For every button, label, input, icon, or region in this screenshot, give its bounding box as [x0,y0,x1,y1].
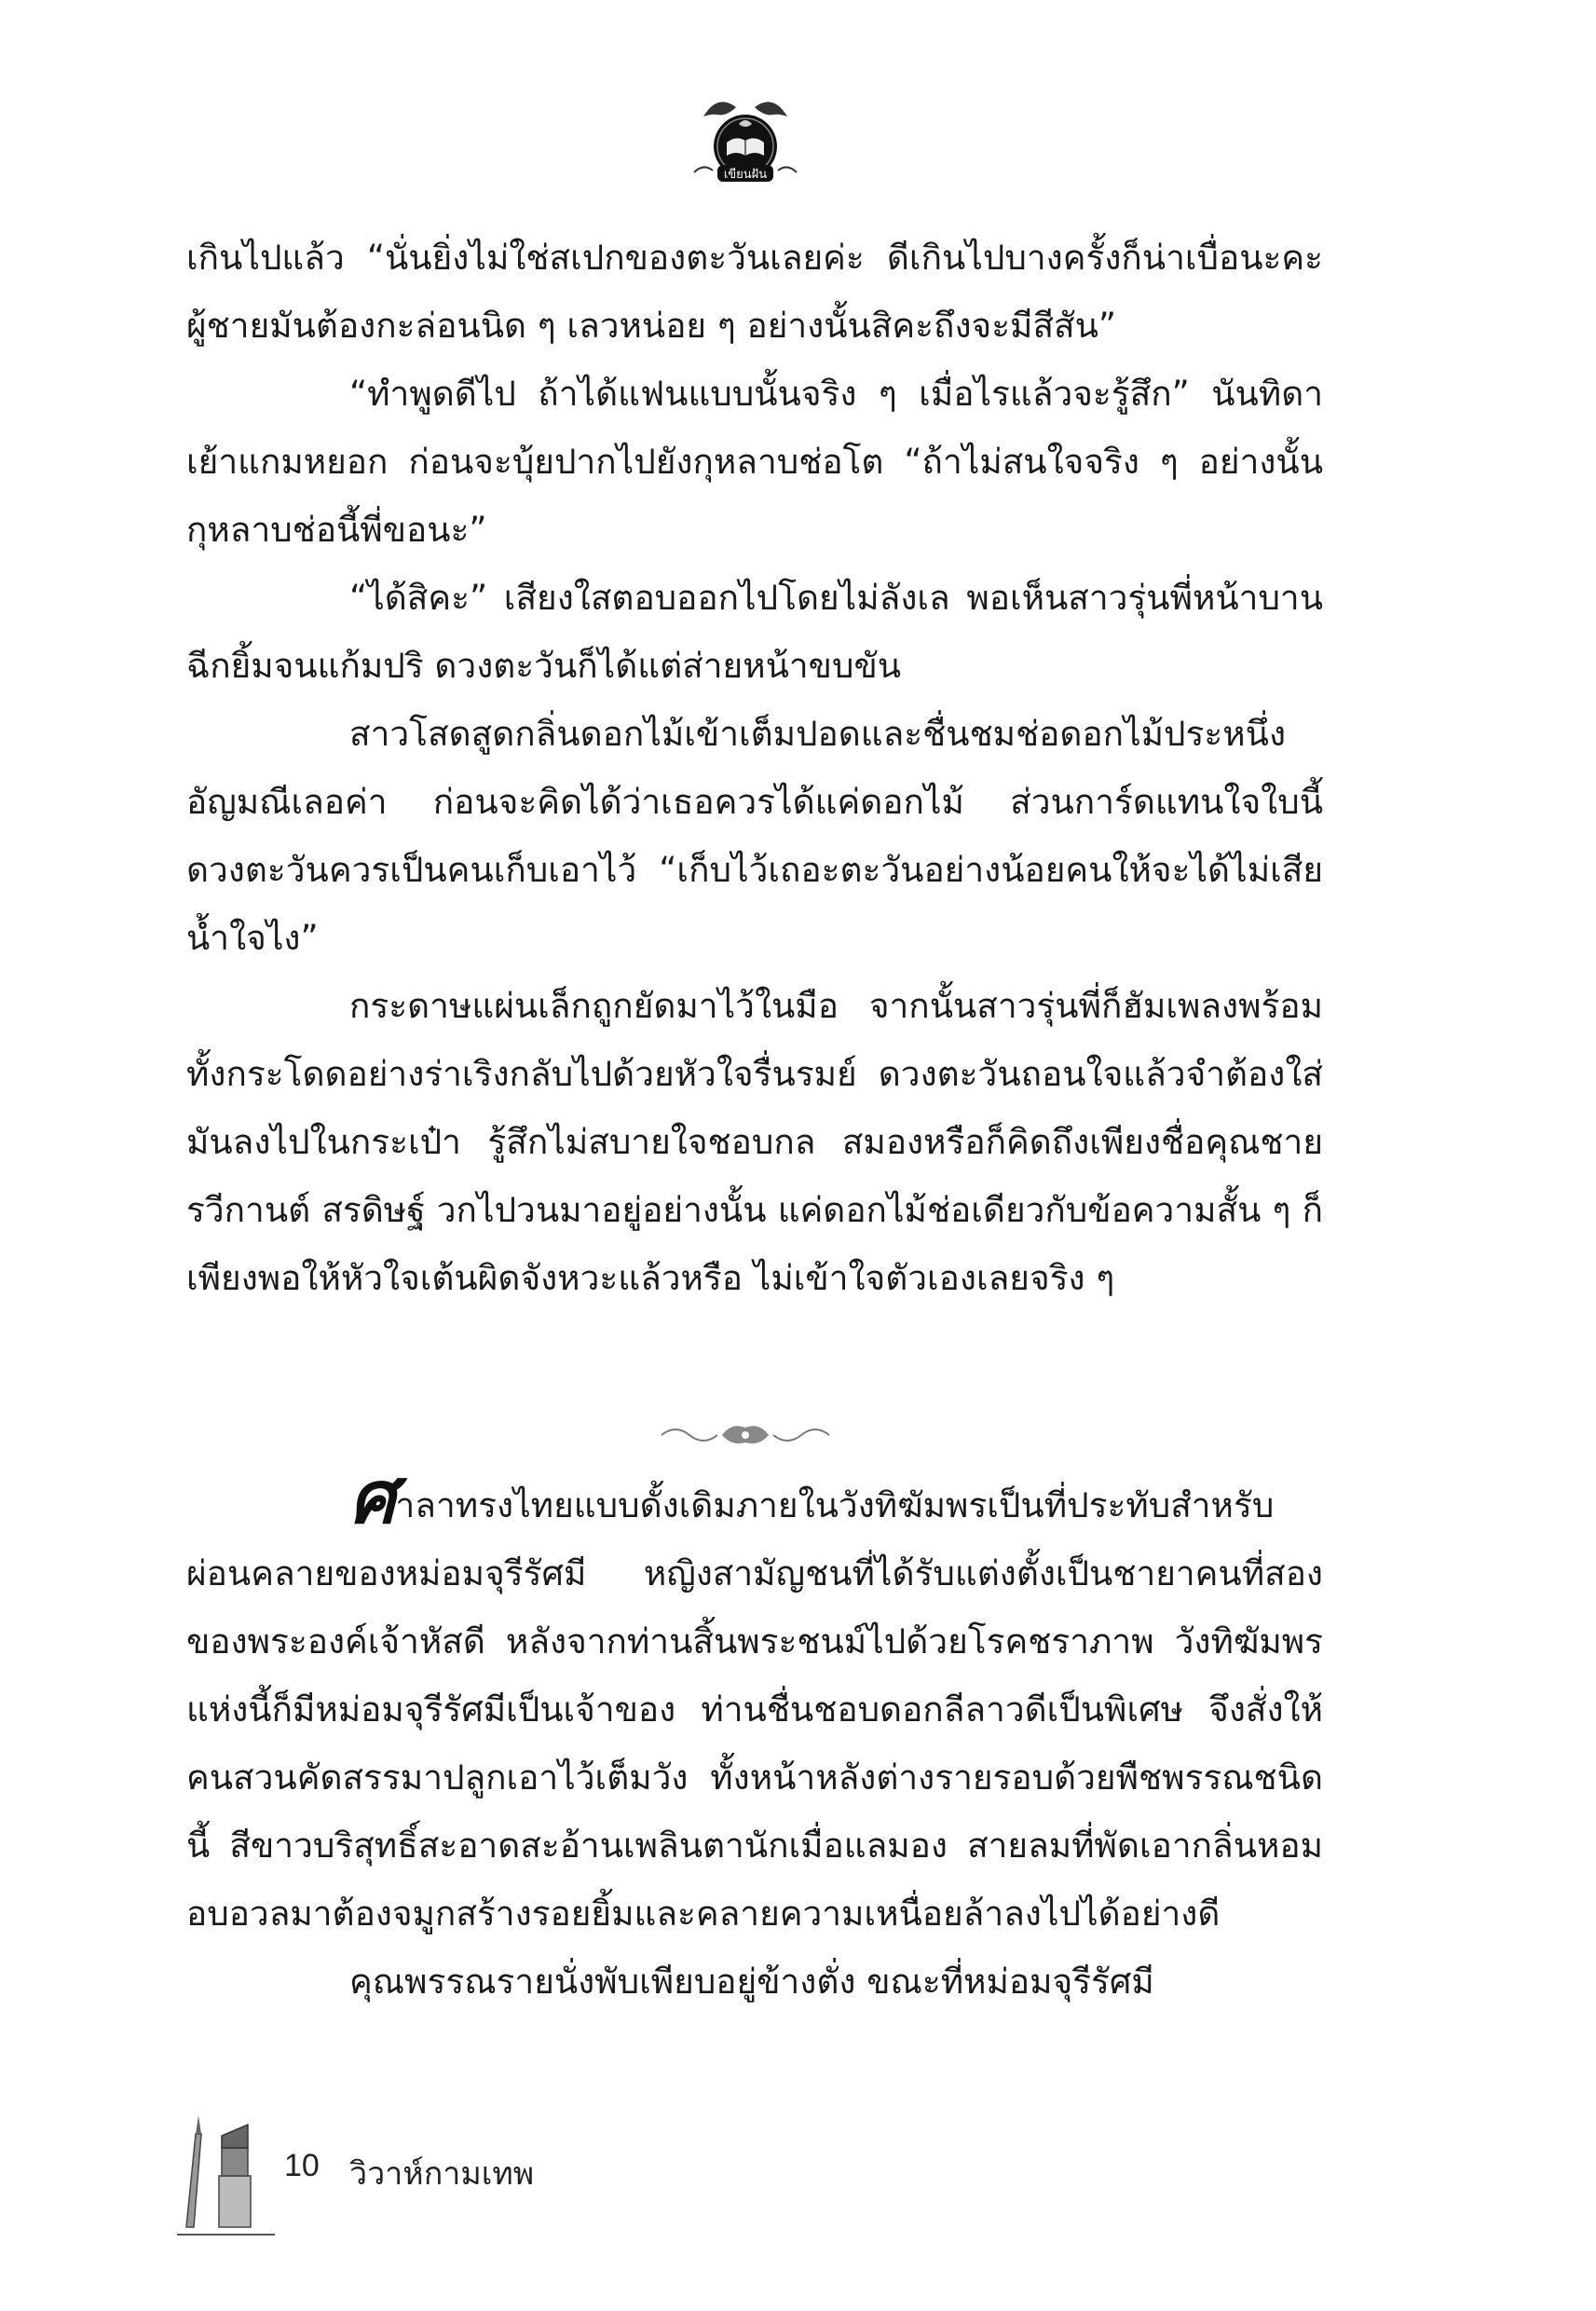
paragraph: เกินไปแล้ว “นั่นยิ่งไม่ใช่สเปกของตะวันเลยค่ะ ดีเกินไปบางครั้งก็น่าเบื่อนะคะ ผู้ชายมันต้องกะล่อนนิด ๆ เลวหน่อย ๆ อย่างนั้นสิคะถึงจะมีสีสัน” [186,238,1323,346]
paragraph [186,1456,1323,1948]
paragraph: กระดาษแผ่นเล็กถูกยัดมาไว้ในมือ จากนั้นสาวรุ่นพี่ก็ฮัมเพลงพร้อมทั้งกระโดดอย่างร่าเริงกลับไปด้วยหัวใจรื่นรมย์ ดวงตะวันถอนใจแล้วจำต้องใส่มันลงไปในกระเป๋า รู้สึกไม่สบายใจชอบกล สมองหรือก็คิดถึงเพียงชื่อคุณชายรวีกานต์ สรดิษฐ์ วกไปวนมาอยู่อย่างนั้น แค่ดอกไม้ช่อเดียวกับข้อความสั้น ๆ ก็เพียงพอให้หัวใจเต้นผิดจังหวะแล้วหรือ ไม่เข้าใจตัวเองเลยจริง ๆ [186,986,1323,1298]
paragraph: “ได้สิคะ” เสียงใสตอบออกไปโดยไม่ลังเล พอเห็นสาวรุ่นพี่หน้าบานฉีกยิ้มจนแก้มปริ ดวงตะวันก็ได้แต่ส่ายหน้าขบขัน [186,578,1323,686]
page-number: 10 [284,2148,320,2183]
drop-cap: ศ [349,1456,396,1540]
paragraph-text: าลาทรงไทยแบบดั้งเดิมภายในวังทิฆัมพรเป็นที่ประทับสำหรับผ่อนคลายของหม่อมจุรีรัศมี หญิงสามัญชนที่ได้รับแต่งตั้งเป็นชายาคนที่สองของพระองค์เจ้าหัสดี หลังจากท่านสิ้นพระชนม์ไปด้วยโรคชราภาพ วังทิฆัมพรแห่งนี้ก็มีหม่อมจุรีรัศมีเป็นเจ้าของ ท่านชื่นชอบดอกลีลาวดีเป็นพิเศษ จึงสั่งให้คนสวนคัดสรรมาปลูกเอาไว้เต็มวัง ทั้งหน้าหลังต่างรายรอบด้วยพืชพรรณชนิดนี้ สีขาวบริสุทธิ์สะอาดสะอ้านเพลินตานักเมื่อแลมอง สายลมที่พัดเอากลิ่นหอมอบอวลมาต้องจมูกสร้างรอยยิ้มและคลายความเหนื่อยล้าลงไปได้อย่างดี [186,1485,1323,1934]
section-1-text [186,224,1323,1312]
book-title: วิวาห์กามเทพ [349,2155,535,2193]
paragraph: สาวโสดสูดกลิ่นดอกไม้เข้าเต็มปอดและชื่นชมช่อดอกไม้ประหนึ่งอัญมณีเลอค่า ก่อนจะคิดได้ว่าเธอควรได้แค่ดอกไม้ ส่วนการ์ดแทนใจใบนี้ดวงตะวันควรเป็นคนเก็บเอาไว้ “เก็บไว้เถอะตะวันอย่างน้อยคนให้จะได้ไม่เสียน้ำใจไง” [186,714,1323,958]
paragraph: “ทำพูดดีไป ถ้าได้แฟนแบบนั้นจริง ๆ เมื่อไรแล้วจะรู้สึก” นันทิดาเย้าแกมหยอก ก่อนจะบุ้ยปากไปยังกุหลาบช่อโต “ถ้าไม่สนใจจริง ๆ อย่างนั้นกุหลาบช่อนี้พี่ขอนะ” [186,374,1323,550]
lipstick-icon [168,2097,280,2236]
ornate-book-logo-icon [685,89,806,191]
logo-text: เขียนฝัน [723,168,768,182]
ornamental-divider-icon [657,1418,834,1452]
section-2-text [186,1456,1323,2016]
paragraph: คุณพรรณรายนั่งพับเพียบอยู่ข้างตั่ง ขณะที่หม่อมจุรีรัศมี [349,1962,1154,2002]
page-footer [168,2097,820,2236]
